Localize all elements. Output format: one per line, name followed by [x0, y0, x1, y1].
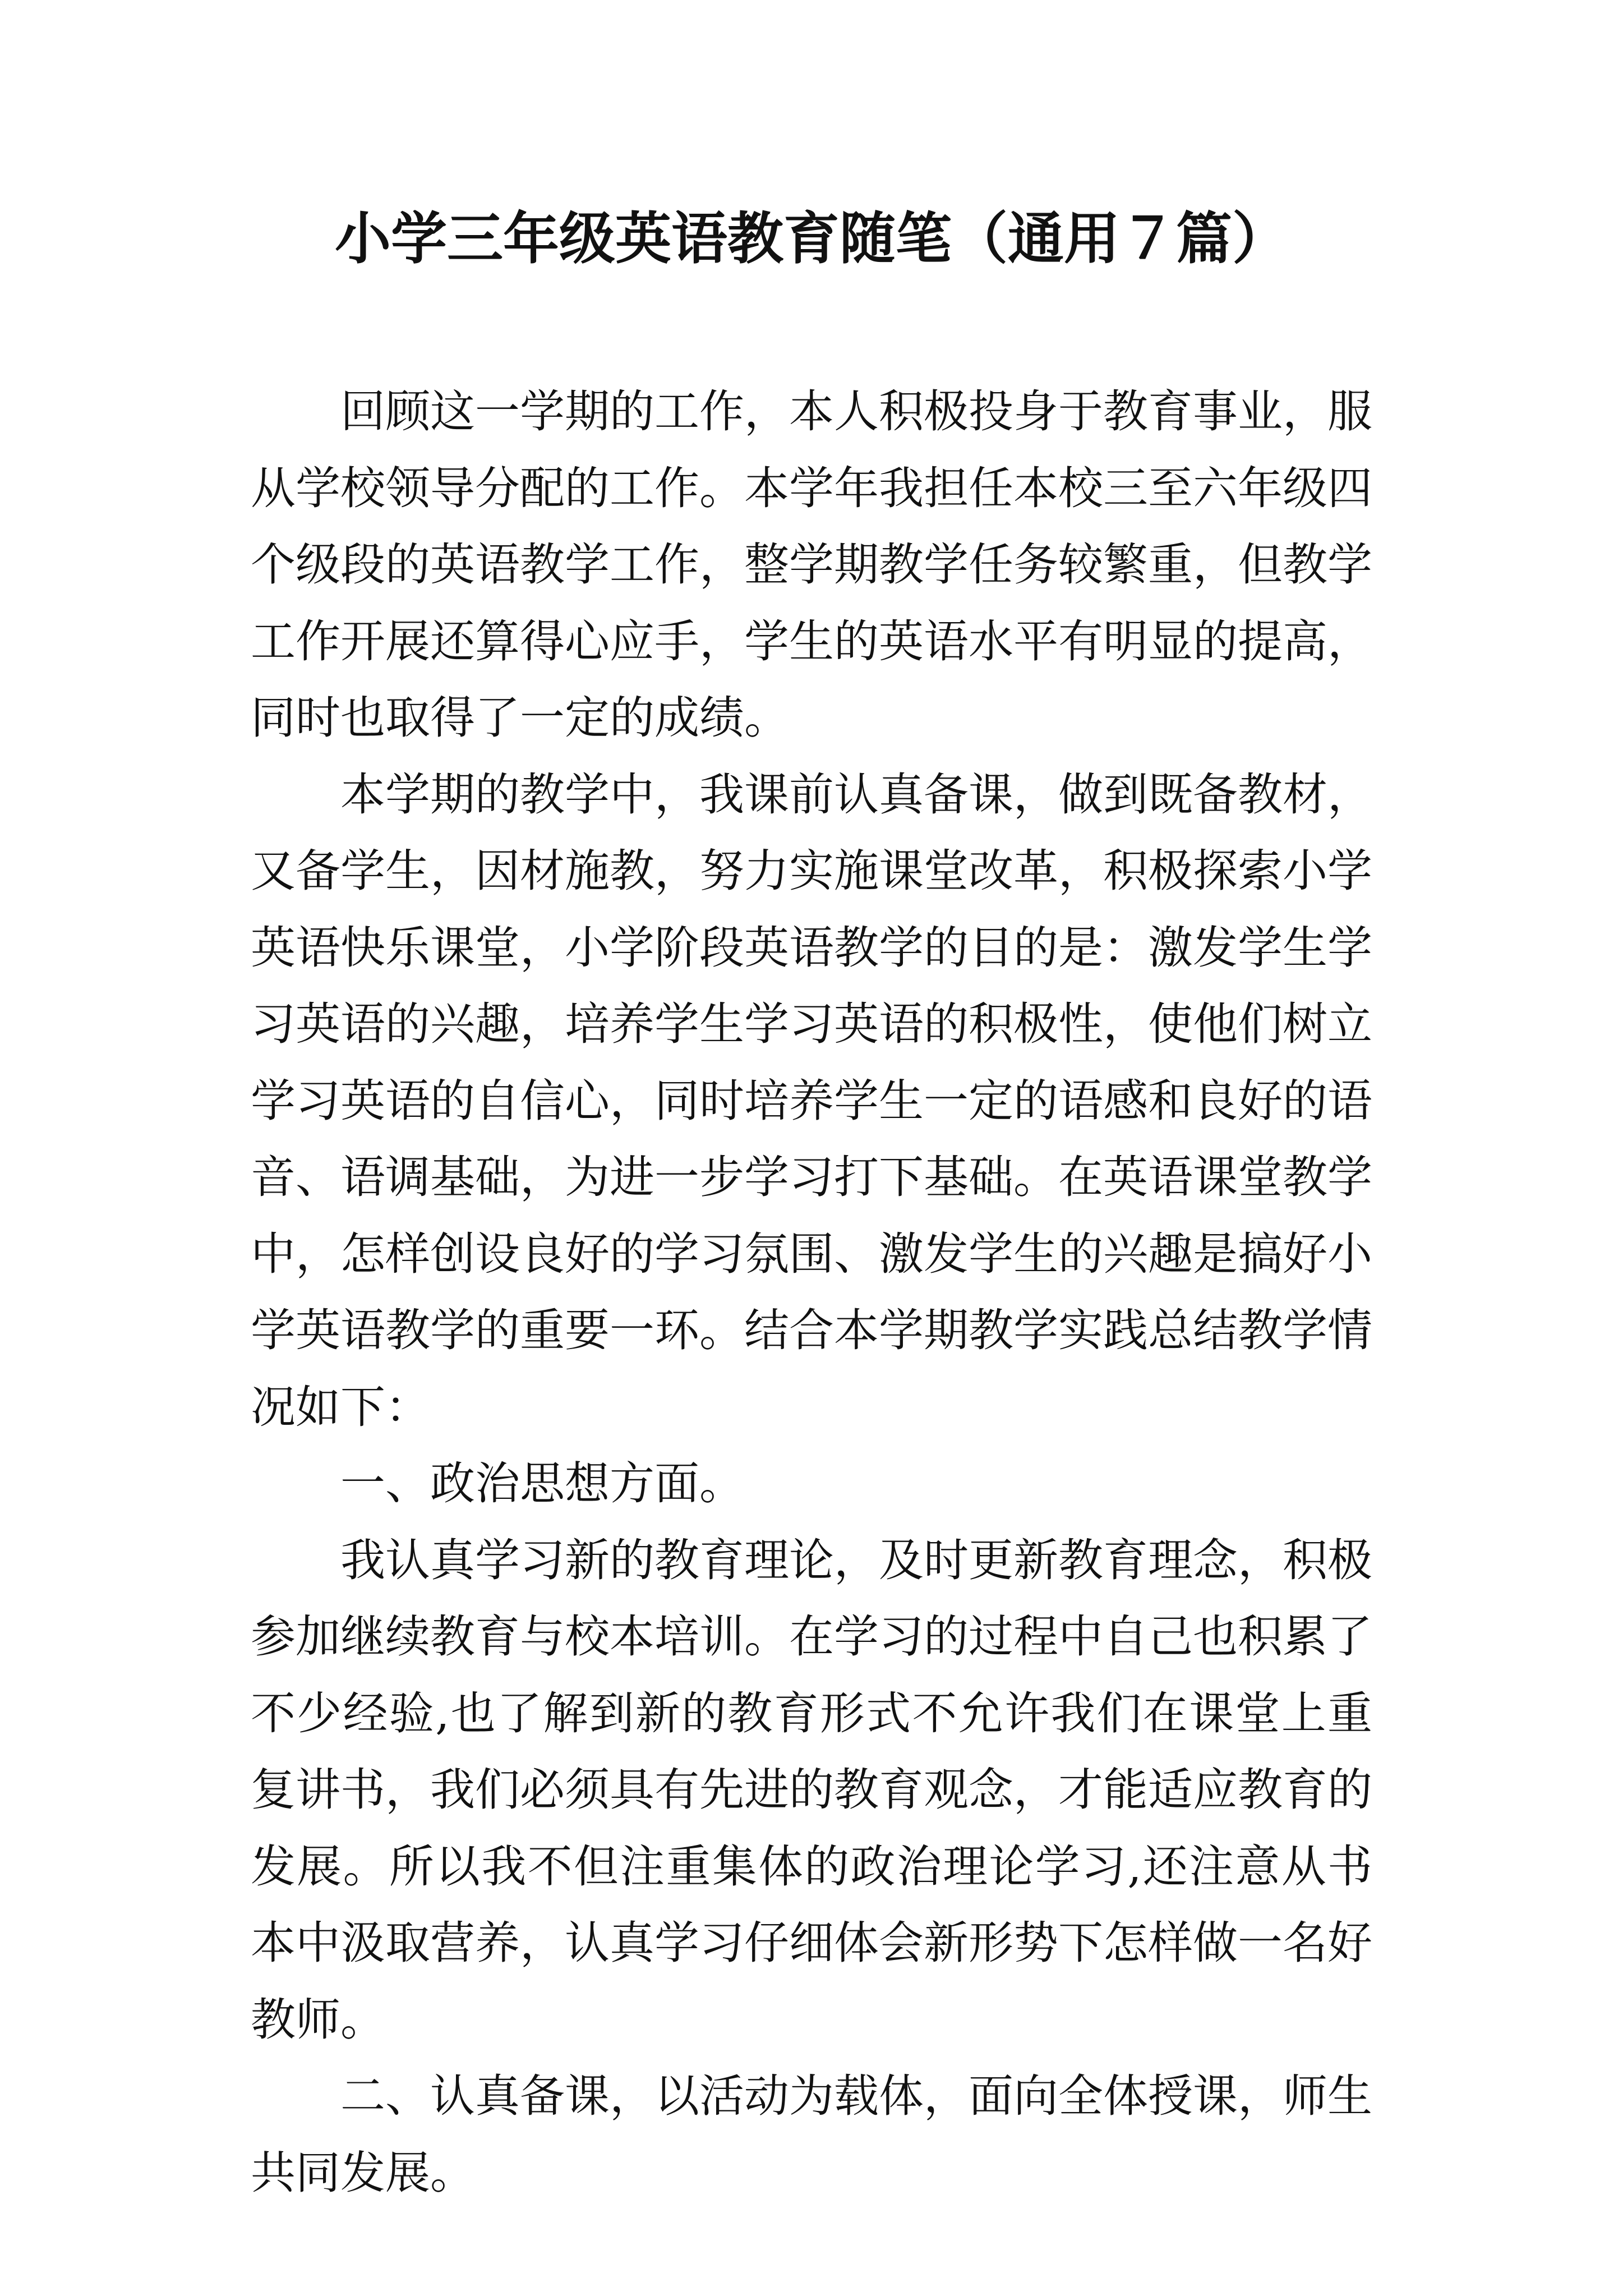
- document-title: 小学三年级英语教育随笔（通用７篇）: [335, 205, 1288, 272]
- paragraph-teaching-overview: 本学期的教学中，我课前认真备课，做到既备教材，又备学生，因材施教，努力实施课堂改革，积极探索小学英语快乐课堂，小学阶段英语教学的目的是：激发学生学习英语的兴趣，培养学生学习英语的积极性，使他们树立学习英语的自信心，同时培养学生一定的语感和良好的语音、语调基础，为进一步学习打下基础。在英语课堂教学中，怎样创设良好的学习氛围、激发学生的兴趣是搞好小学英语教学的重要一环。结合本学期教学实践总结教学情况如下：: [251, 768, 1372, 1433]
- paragraph-politics: 我认真学习新的教育理论，及时更新教育理念，积极参加继续教育与校本培训。在学习的过程中自己也积累了不少经验,也了解到新的教育形式不允许我们在课堂上重复讲书，我们必须具有先进的教育观念，才能适应教育的发展。所以我不但注重集体的政治理论学习,还注意从书本中汲取营养，认真学习仔细体会新形势下怎样做一名好教师。: [251, 1534, 1372, 2046]
- section-heading-politics: 一、政治思想方面。: [340, 1457, 744, 1510]
- section-heading-preparation: 二、认真备课，以活动为载体，面向全体授课，师生共同发展。: [251, 2070, 1372, 2199]
- paragraph-intro: 回顾这一学期的工作，本人积极投身于教育事业，服从学校领导分配的工作。本学年我担任本校三至六年级四个级段的英语教学工作，整学期教学任务较繁重，但教学工作开展还算得心应手，学生的英语水平有明显的提高，同时也取得了一定的成绩。: [251, 385, 1372, 744]
- document-body: [251, 374, 1372, 2211]
